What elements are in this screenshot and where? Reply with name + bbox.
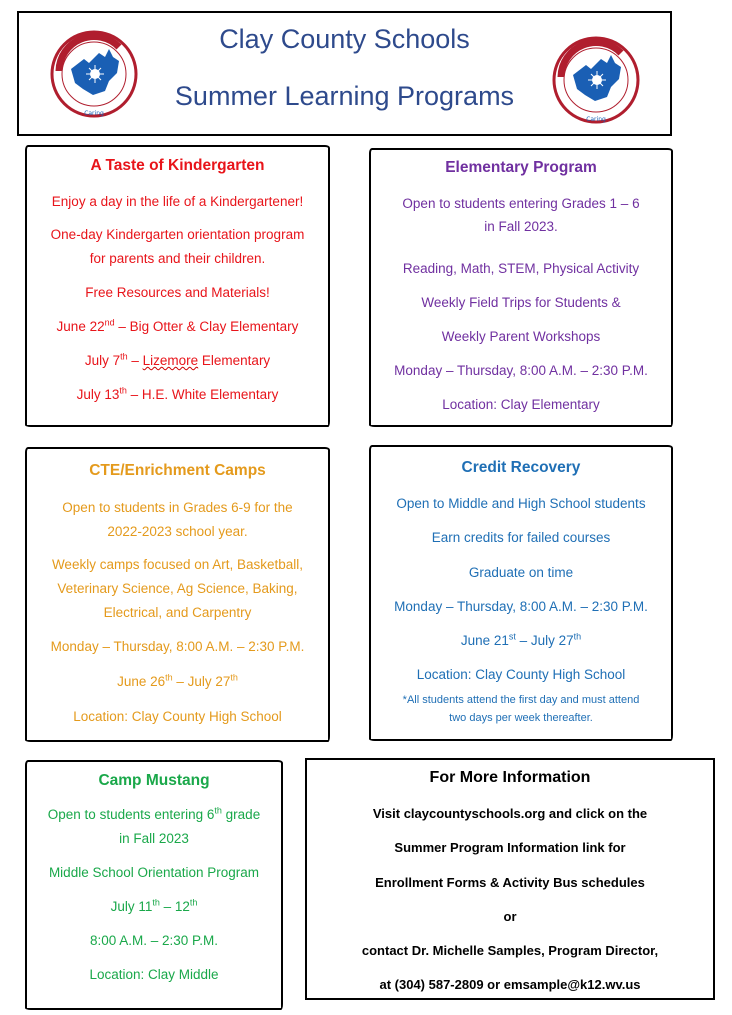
kindergarten-box (25, 145, 330, 427)
credit-line: Graduate on time (468, 565, 574, 580)
kindergarten-line: for parents and their children. (89, 251, 266, 266)
mustang-title: Camp Mustang (98, 772, 210, 789)
kindergarten-date: July 7th – Lizemore Elementary (84, 351, 271, 368)
cte-line: Open to students in Grades 6-9 for the (62, 500, 293, 515)
credit-line: Open to Middle and High School students (396, 496, 646, 511)
mustang-line: Location: Clay Middle (89, 967, 219, 982)
cte-box (25, 447, 330, 742)
info-line: or (503, 909, 517, 924)
credit-note: two days per week thereafter. (449, 712, 593, 724)
credit-note: *All students attend the first day and must attend (402, 694, 640, 706)
cte-date: June 26th – July 27th (117, 672, 238, 689)
mustang-line: Open to students entering 6th grade (47, 805, 261, 822)
mustang-line: 8:00 A.M. – 2:30 P.M. (89, 933, 219, 948)
elementary-box (369, 148, 673, 427)
svg-text:Caring: Caring (84, 110, 104, 117)
cte-line: Electrical, and Carpentry (103, 605, 252, 620)
mustang-date: July 11th – 12th (110, 897, 198, 914)
credit-line: Monday – Thursday, 8:00 A.M. – 2:30 P.M. (394, 599, 648, 614)
elementary-line: Location: Clay Elementary (442, 397, 600, 412)
header-subtitle: Summer Learning Programs (174, 81, 515, 111)
header-box (17, 11, 672, 136)
kindergarten-title: A Taste of Kindergarten (90, 157, 265, 174)
svg-text:Caring: Caring (586, 116, 606, 123)
header-title: Clay County Schools (219, 24, 470, 54)
kindergarten-date: June 22nd – Big Otter & Clay Elementary (56, 317, 299, 334)
credit-title: Credit Recovery (461, 459, 581, 476)
credit-line: Location: Clay County High School (416, 667, 626, 682)
mustang-line: in Fall 2023 (119, 831, 189, 846)
cte-line: Weekly camps focused on Art, Basketball, (51, 557, 304, 572)
cte-line: Monday – Thursday, 8:00 A.M. – 2:30 P.M. (50, 639, 305, 654)
elementary-line: Weekly Field Trips for Students & (421, 295, 621, 310)
credit-box (369, 445, 673, 741)
credit-date: June 21st – July 27th (460, 631, 582, 648)
cte-line: 2022-2023 school year. (107, 524, 248, 539)
kindergarten-line: Free Resources and Materials! (85, 285, 270, 300)
elementary-line: Monday – Thursday, 8:00 A.M. – 2:30 P.M. (394, 363, 648, 378)
cte-line: Location: Clay County High School (73, 709, 282, 724)
elementary-line: Open to students entering Grades 1 – 6 (402, 196, 640, 211)
elementary-line: in Fall 2023. (484, 219, 558, 234)
info-line: Visit claycountyschools.org and click on the (372, 806, 648, 821)
info-box (305, 758, 715, 1000)
info-line: Summer Program Information link for (394, 840, 626, 855)
cte-line: Veterinary Science, Ag Science, Baking, (57, 581, 298, 596)
kindergarten-line: One-day Kindergarten orientation program (50, 227, 305, 242)
elementary-line: Weekly Parent Workshops (441, 329, 601, 344)
info-line: at (304) 587-2809 or emsample@k12.wv.us (379, 977, 641, 992)
info-title: For More Information (429, 769, 591, 786)
elementary-line: Reading, Math, STEM, Physical Activity (402, 261, 640, 276)
cte-title: CTE/Enrichment Camps (89, 462, 266, 479)
credit-line: Earn credits for failed courses (431, 530, 611, 545)
info-line: Enrollment Forms & Activity Bus schedules (375, 875, 645, 890)
info-line: contact Dr. Michelle Samples, Program Director, (361, 943, 659, 958)
kindergarten-line: Enjoy a day in the life of a Kindergartener! (51, 194, 304, 209)
mustang-box (25, 760, 283, 1010)
kindergarten-date: July 13th – H.E. White Elementary (76, 385, 279, 402)
mustang-line: Middle School Orientation Program (48, 865, 260, 880)
elementary-title: Elementary Program (445, 159, 597, 176)
